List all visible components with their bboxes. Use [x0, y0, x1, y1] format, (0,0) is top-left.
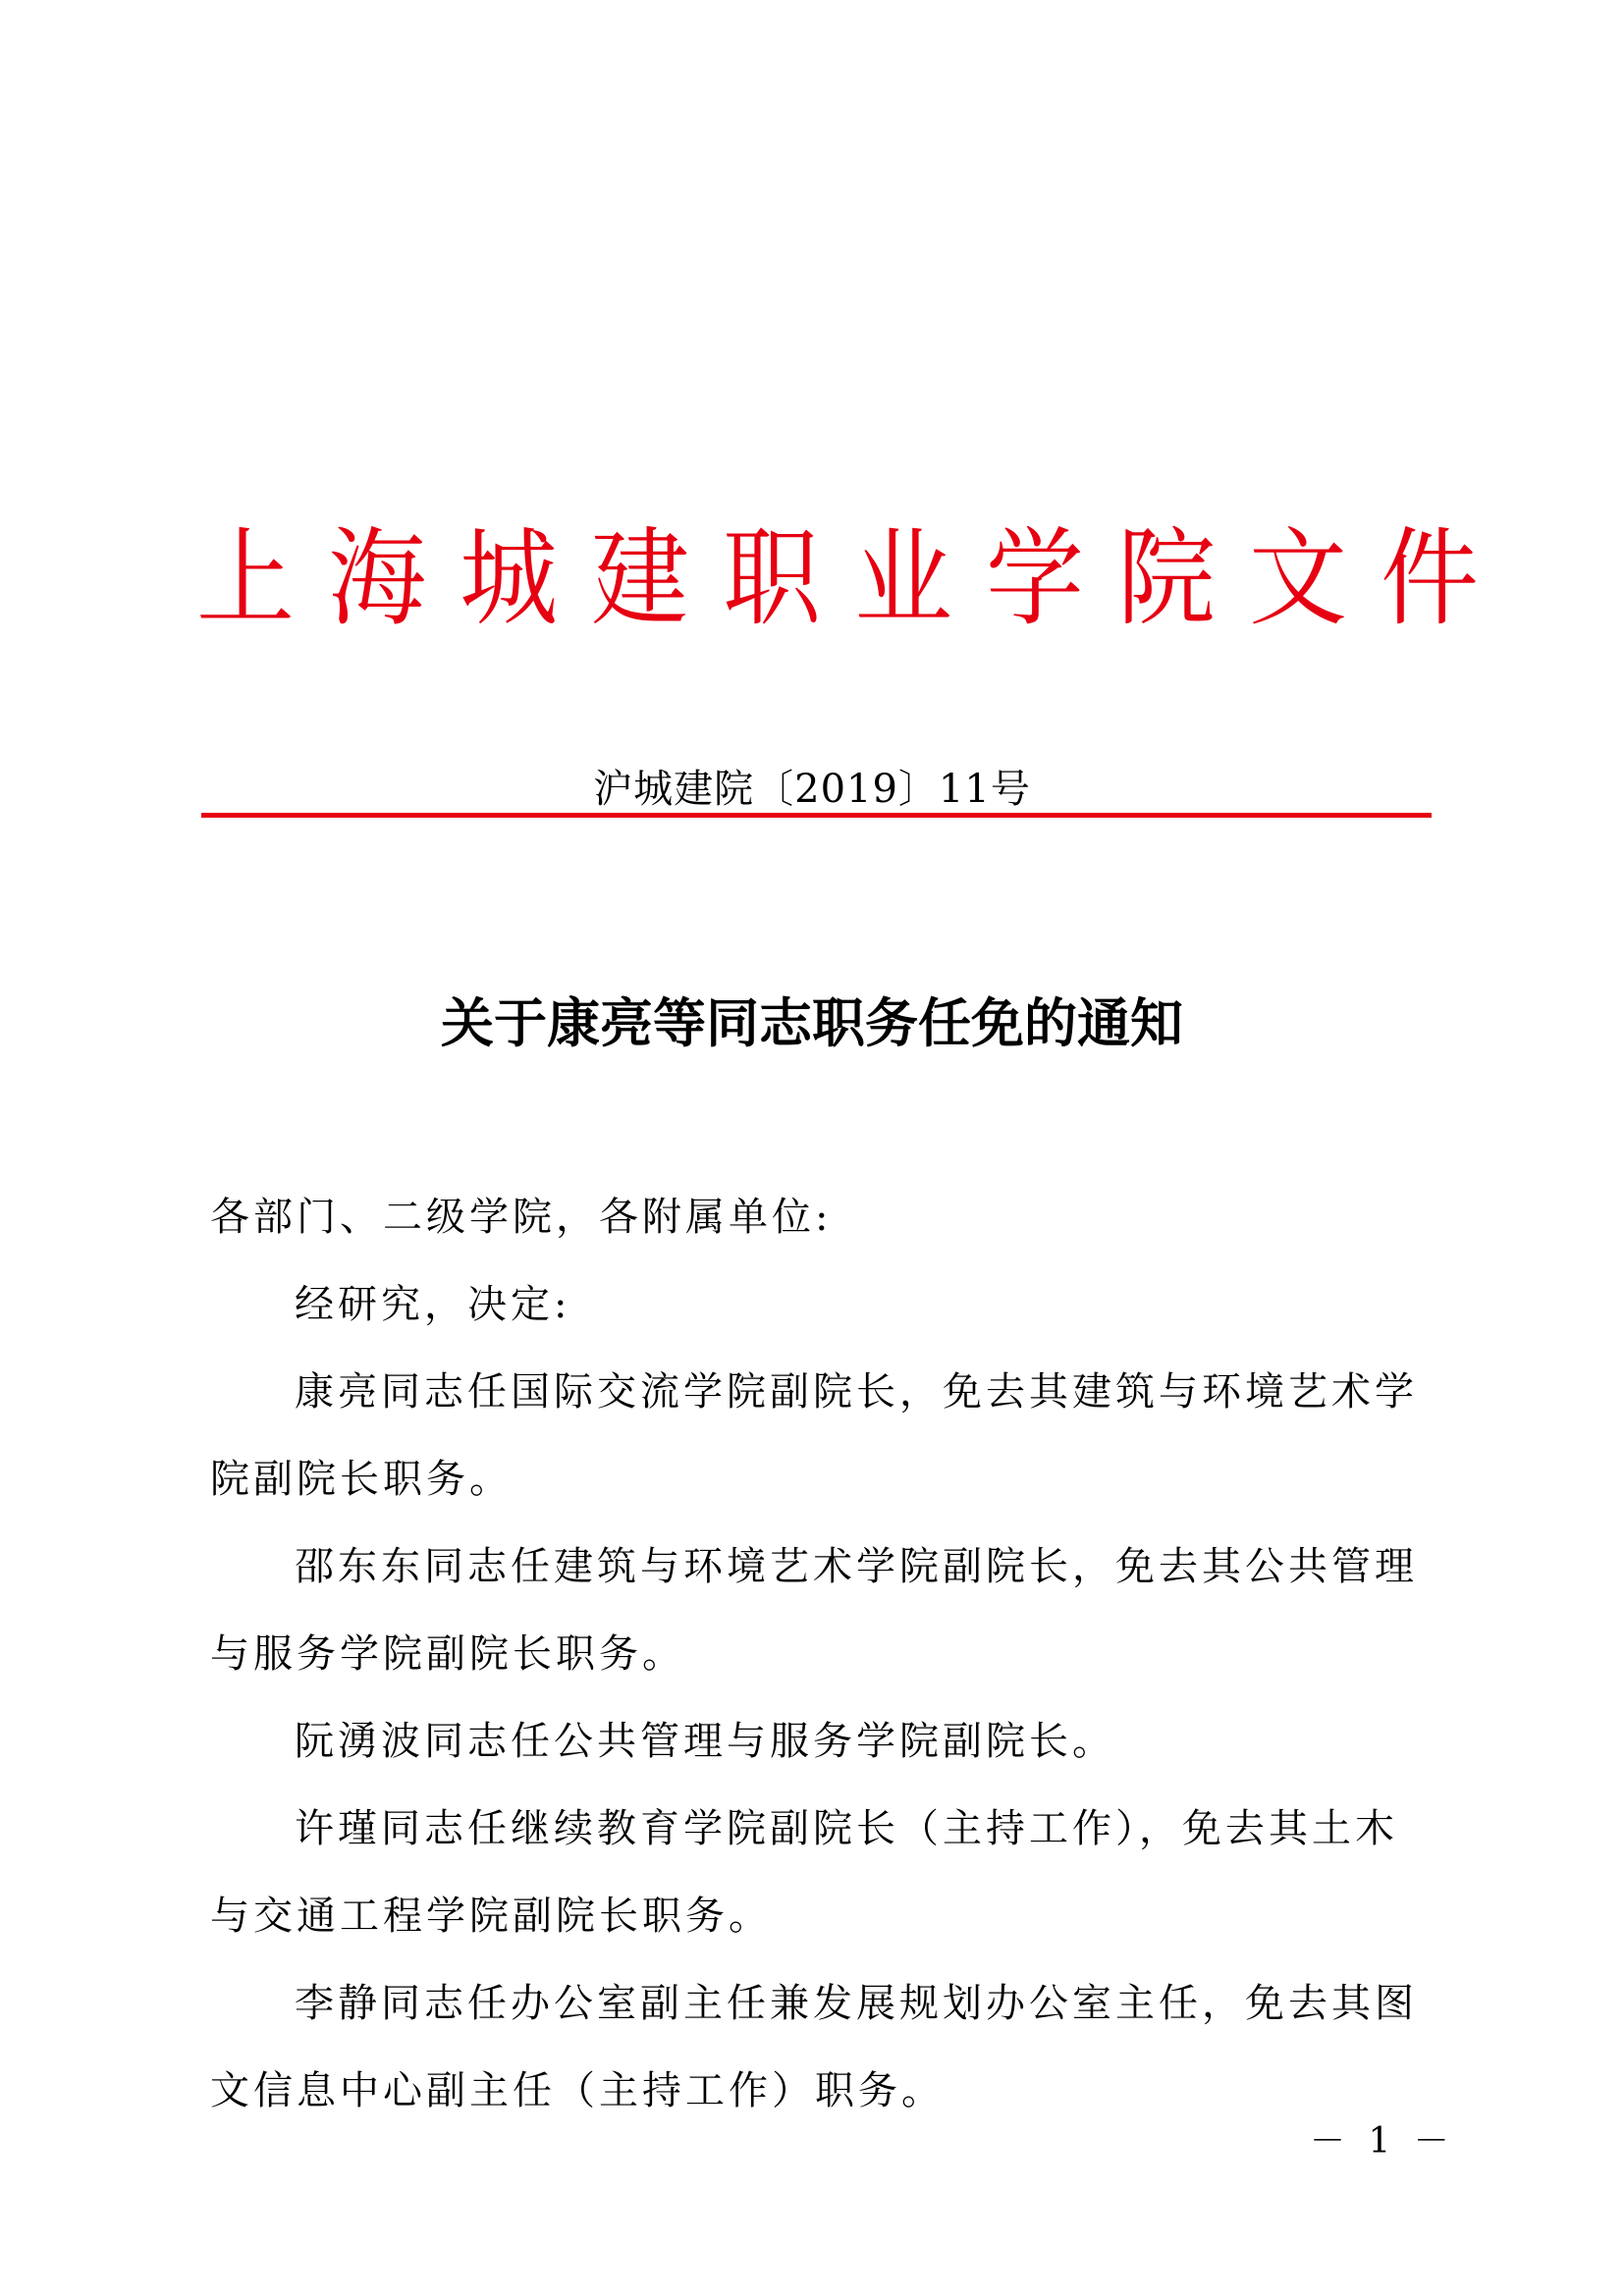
- paragraph: 许瑾同志任继续教育学院副院长（主持工作），免去其土木与交通工程学院副院长职务。: [210, 1806, 1398, 1939]
- red-divider-line: [201, 813, 1432, 818]
- paragraph: 经研究，决定:: [295, 1282, 571, 1327]
- paragraph: 阮湧波同志任公共管理与服务学院副院长。: [295, 1719, 1115, 1764]
- page-number: － 1 －: [1310, 2121, 1455, 2162]
- masthead-title: 上海城建职业学院文件: [196, 516, 1512, 641]
- notice-title: 关于康亮等同志职务任免的通知: [441, 991, 1183, 1054]
- paragraph: 李静同志任办公室副主任兼发展规划办公室主任，免去其图文信息中心副主任（主持工作）职务。: [210, 1981, 1418, 2113]
- notice-body: [210, 1174, 1428, 2135]
- document-number: 沪城建院〔2019〕11号: [593, 767, 1031, 812]
- paragraph: 邵东东同志任建筑与环境艺术学院副院长，免去其公共管理与服务学院副院长职务。: [210, 1544, 1418, 1677]
- paragraph: 康亮同志任国际交流学院副院长，免去其建筑与环境艺术学院副院长职务。: [210, 1369, 1418, 1502]
- salutation: 各部门、二级学院，各附属单位:: [210, 1195, 833, 1240]
